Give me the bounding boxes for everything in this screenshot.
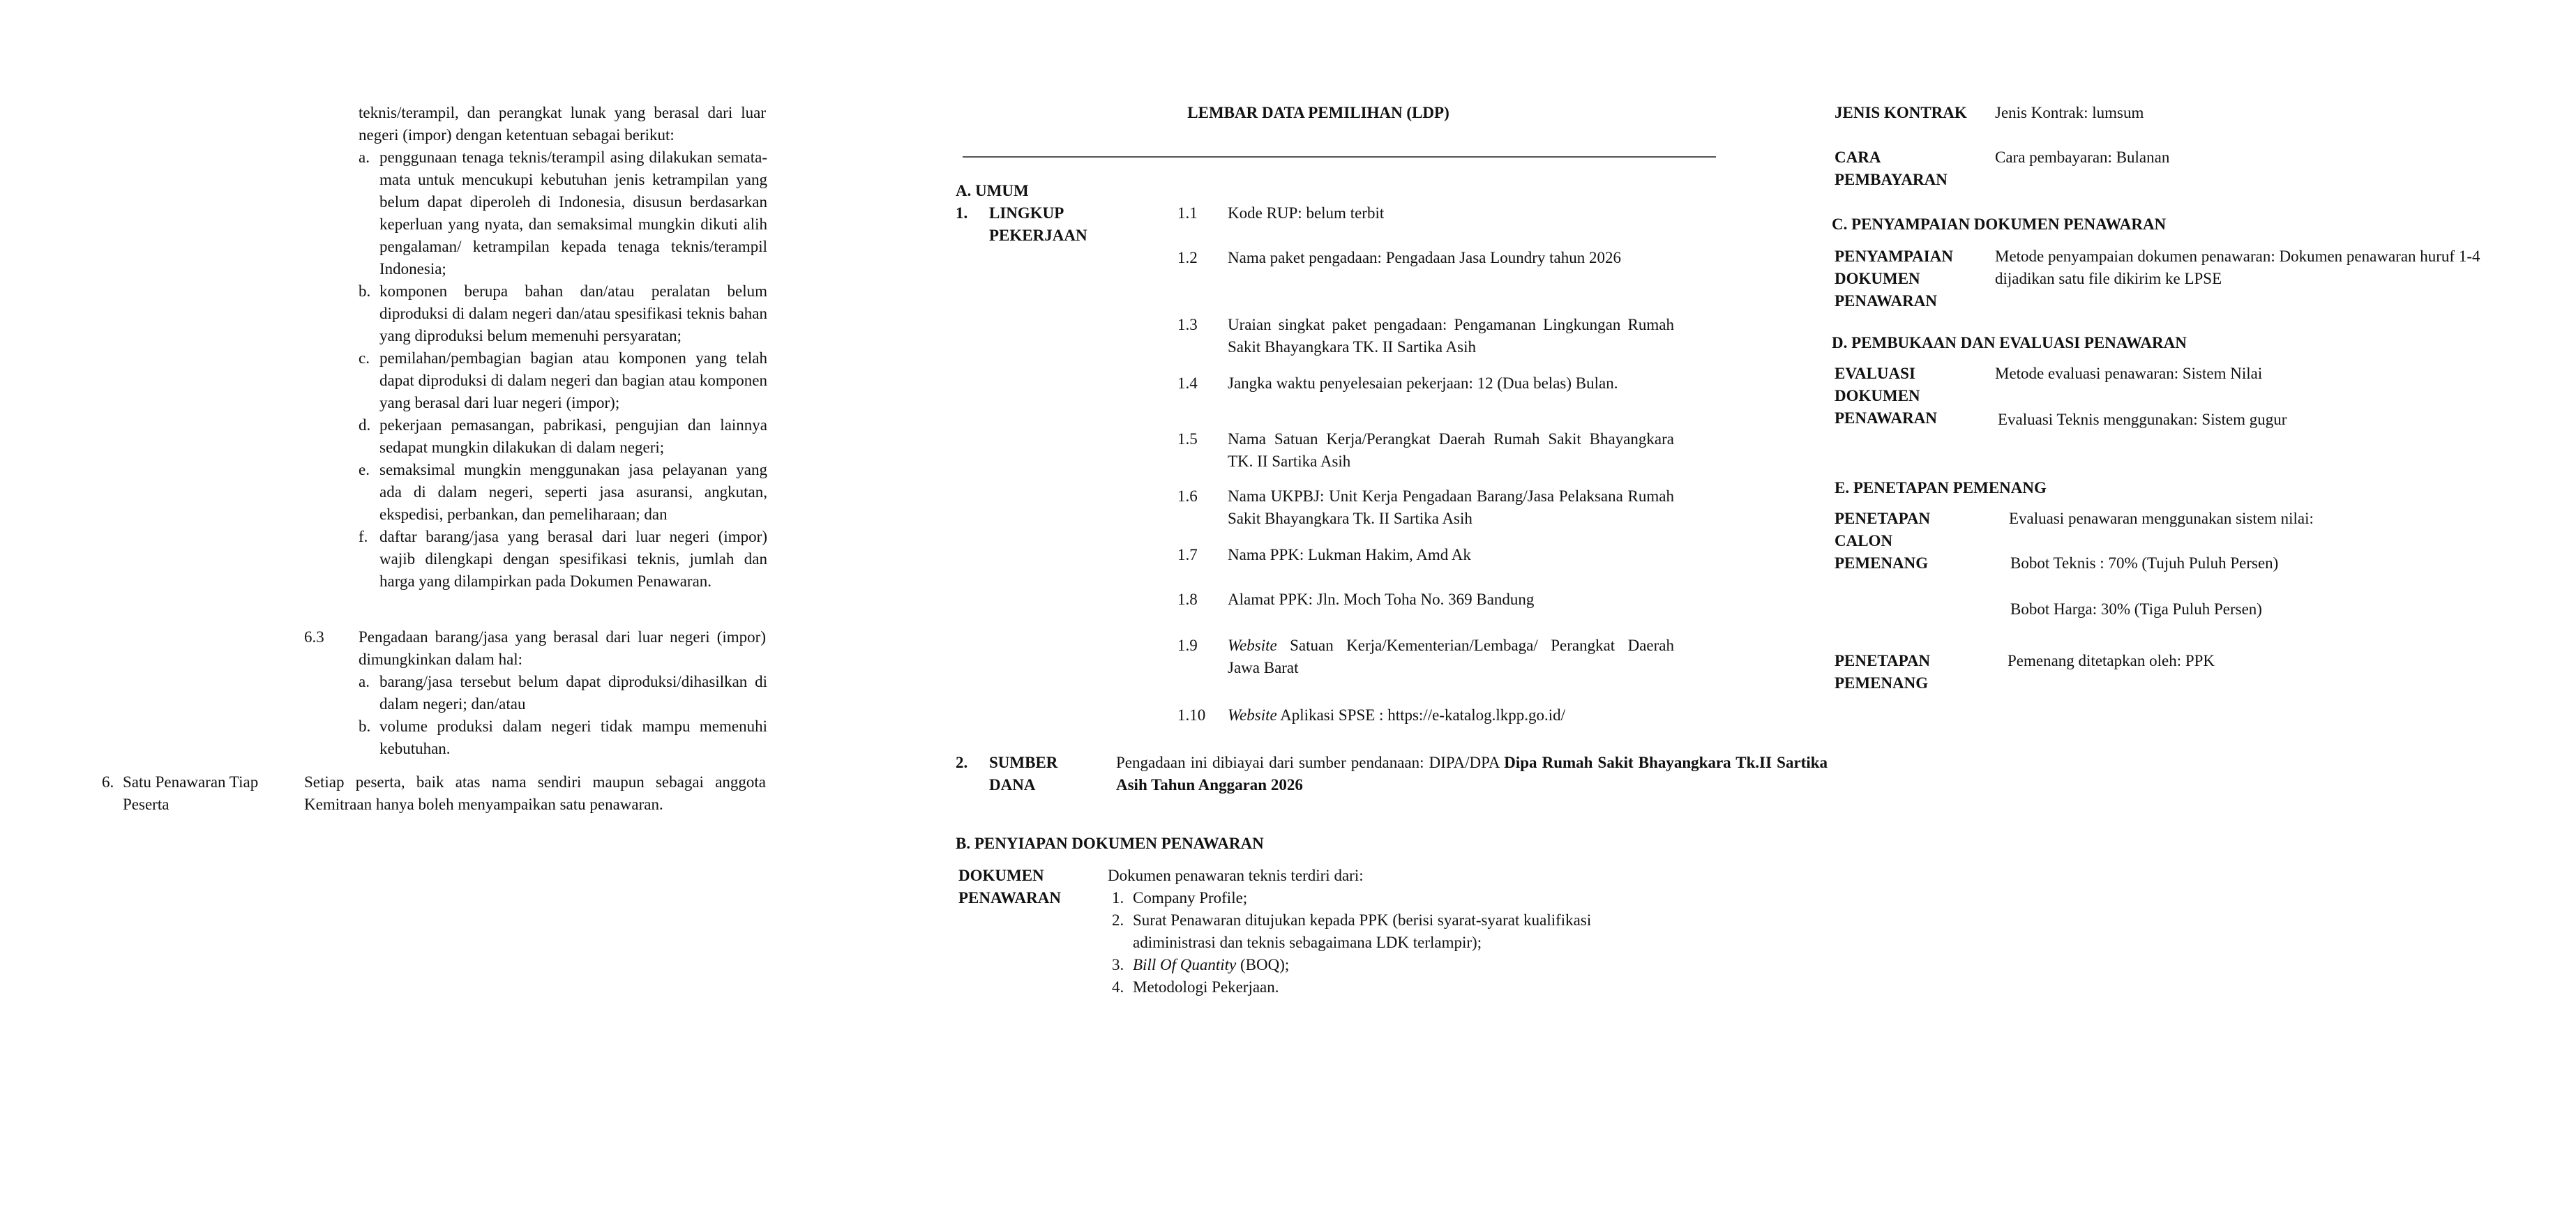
item-text [1228, 314, 1674, 358]
list-text-italic: Bill Of Quantity [1133, 956, 1237, 973]
row-label: CARA PEMBAYARAN [1835, 149, 1948, 188]
item-number: 1.4 [1177, 374, 1198, 392]
item-number: 1.6 [1177, 487, 1198, 505]
row-label: JENIS KONTRAK [1835, 104, 1967, 121]
impor-allowed-list [359, 671, 767, 760]
middle-page [865, 0, 1828, 1214]
title-divider [963, 156, 1716, 158]
section-label: Satu Penawaran Tiap Peserta [123, 773, 259, 813]
item-number: 1.10 [1177, 706, 1206, 724]
section-heading: B. PENYIAPAN DOKUMEN PENAWARAN [956, 835, 1264, 852]
dokumen-list [1112, 887, 1628, 999]
list-marker: b. [359, 282, 371, 300]
item-text [1228, 247, 1674, 269]
item-number: 1.8 [1177, 591, 1198, 608]
row-label: PENETAPAN CALON PEMENANG [1835, 510, 1931, 572]
item-text [1228, 485, 1674, 530]
list-item [359, 671, 767, 715]
item-text [1228, 589, 1674, 611]
list-text: penggunaan tenaga teknis/terampil asing dilakukan semata-mata untuk mencukupi kebutuhan jenis ketrampilan yang belum dapat diperoleh di Indonesia, disusun berdasarkan keperluan yang nyata, dan semaksimal mungkin dikuti alih pengalaman/ ketrampilan kepada tenaga teknis/terampil Indonesia; [379, 149, 767, 278]
sumber-dana-text: Pengadaan ini dibiayai dari sumber pendanaan: DIPA/DPA Dipa Rumah Sakit Bhayangkara Tk.II Sartika Asih Tahun Anggaran 2026 [1116, 754, 1828, 794]
row-text: Metode penyampaian dokumen penawaran: Dokumen penawaran huruf 1-4 dijadikan satu file dikirim ke LPSE [1995, 248, 2480, 287]
item-number: 1.2 [1177, 249, 1198, 266]
section-number: 6.3 [304, 628, 324, 646]
item-text [1228, 372, 1674, 395]
dokumen-intro: Dokumen penawaran teknis terdiri dari: [1108, 867, 1364, 884]
row-label: PENETAPAN PEMENANG [1835, 652, 1931, 692]
list-item [359, 414, 767, 459]
list-marker: a. [359, 149, 370, 166]
list-marker: 3. [1112, 956, 1124, 973]
list-text: barang/jasa tersebut belum dapat diproduksi/dihasilkan di dalam negeri; dan/atau [379, 673, 767, 713]
row-text: Pemenang ditetapkan oleh: PPK [2008, 652, 2215, 669]
list-text: Metodologi Pekerjaan. [1133, 978, 1279, 996]
row-label: PENYAMPAIAN DOKUMEN PENAWARAN [1835, 248, 1953, 310]
item-text-body: Aplikasi SPSE : https://e-katalog.lkpp.go.id/ [1276, 706, 1566, 724]
list-text: semaksimal mungkin menggunakan jasa pelayanan yang ada di dalam negeri, seperti jasa asuransi, angkutan, ekspedisi, perbankan, dan pemeliharaan; dan [379, 461, 767, 523]
item-text-body: Nama paket pengadaan: Pengadaan Jasa Loundry tahun 2026 [1228, 249, 1621, 266]
item-number: 1. [956, 204, 968, 222]
item-text [1228, 635, 1674, 679]
section-heading: A. UMUM [956, 182, 1029, 199]
list-marker: f. [359, 528, 368, 545]
item-number: 1.7 [1177, 546, 1198, 563]
row-text: Bobot Teknis : 70% (Tujuh Puluh Persen) [2010, 554, 2279, 572]
item-text-body: Nama Satuan Kerja/Perangkat Daerah Rumah Sakit Bhayangkara TK. II Sartika Asih [1228, 430, 1674, 470]
item-text-body: Satuan Kerja/Kementerian/Lembaga/ Perangkat Daerah Jawa Barat [1228, 637, 1674, 676]
item-text [1228, 202, 1674, 225]
item-label: LINGKUP PEKERJAAN [989, 204, 1087, 244]
item-text [1228, 544, 1674, 566]
list-item [1112, 909, 1628, 954]
impor-conditions-list [359, 146, 767, 593]
section-number: 6. [102, 773, 114, 791]
left-page [0, 0, 865, 1214]
item-text-italic: Website [1228, 637, 1277, 654]
page-title: LEMBAR DATA PEMILIHAN (LDP) [1187, 104, 1449, 121]
list-text: Surat Penawaran ditujukan kepada PPK (berisi syarat-syarat kualifikasi adiministrasi dan teknis sebagaimana LDK terlampir); [1133, 911, 1592, 951]
item-number: 1.3 [1177, 316, 1198, 333]
item-number: 1.1 [1177, 204, 1198, 222]
list-marker: b. [359, 718, 371, 735]
list-marker: d. [359, 416, 371, 434]
list-text: daftar barang/jasa yang berasal dari luar negeri (impor) wajib dilengkapi dengan spesifikasi teknis, jumlah dan harga yang dilampirkan pada Dokumen Penawaran. [379, 528, 767, 590]
item-text-body: Jangka waktu penyelesaian pekerjaan: 12 (Dua belas) Bulan. [1228, 374, 1618, 392]
section-text: Setiap peserta, baik atas nama sendiri maupun sebagai anggota Kemitraan hanya boleh menyampaikan satu penawaran. [304, 773, 766, 813]
list-item [1112, 976, 1628, 999]
list-item [359, 347, 767, 414]
intro-paragraph: teknis/terampil, dan perangkat lunak yang berasal dari luar negeri (impor) dengan ketentuan sebagai berikut: [359, 104, 766, 144]
item-text-body: Alamat PPK: Jln. Moch Toha No. 369 Bandung [1228, 591, 1535, 608]
right-page [1786, 0, 2576, 1214]
row-label: EVALUASI DOKUMEN PENAWARAN [1835, 365, 1937, 427]
list-item [359, 280, 767, 347]
item-text [1228, 428, 1674, 473]
section-heading: E. PENETAPAN PEMENANG [1835, 479, 2047, 496]
section-heading: C. PENYAMPAIAN DOKUMEN PENAWARAN [1832, 215, 2167, 233]
row-text: Metode evaluasi penawaran: Sistem Nilai [1995, 365, 2263, 382]
list-text: komponen berupa bahan dan/atau peralatan belum diproduksi di dalam negeri dan/atau spesifikasi teknis bahan yang diproduksi belum memenuhi persyaratan; [379, 282, 767, 344]
list-item [359, 459, 767, 526]
list-text: volume produksi dalam negeri tidak mampu memenuhi kebutuhan. [379, 718, 767, 757]
row-text: Evaluasi Teknis menggunakan: Sistem gugur [1998, 411, 2287, 428]
list-marker: e. [359, 461, 370, 478]
list-marker: 2. [1112, 911, 1124, 929]
list-text: pemilahan/pembagian bagian atau komponen yang telah dapat diproduksi di dalam negeri dan bagian atau komponen yang berasal dari luar negeri (impor); [379, 349, 767, 411]
item-text-body: Nama PPK: Lukman Hakim, Amd Ak [1228, 546, 1471, 563]
item-number: 1.9 [1177, 637, 1198, 654]
item-text-body: Uraian singkat paket pengadaan: Pengamanan Lingkungan Rumah Sakit Bhayangkara TK. II Sartika Asih [1228, 316, 1674, 356]
list-text: pekerjaan pemasangan, pabrikasi, pengujian dan lainnya sedapat mungkin dilakukan di dalam negeri; [379, 416, 767, 456]
list-item [359, 715, 767, 760]
list-text: Company Profile; [1133, 889, 1248, 906]
list-marker: c. [359, 349, 370, 367]
row-text: Cara pembayaran: Bulanan [1995, 149, 2170, 166]
item-text-body: Nama UKPBJ: Unit Kerja Pengadaan Barang/Jasa Pelaksana Rumah Sakit Bhayangkara Tk. II Sartika Asih [1228, 487, 1674, 527]
list-item [1112, 887, 1628, 909]
list-item [1112, 954, 1628, 976]
item-label: DOKUMEN PENAWARAN [958, 867, 1061, 906]
section-heading: D. PEMBUKAAN DAN EVALUASI PENAWARAN [1832, 334, 2187, 351]
item-label: SUMBER DANA [989, 754, 1058, 794]
row-text: Bobot Harga: 30% (Tiga Puluh Persen) [2010, 600, 2262, 618]
row-text: Jenis Kontrak: lumsum [1995, 104, 2144, 121]
list-marker: 4. [1112, 978, 1124, 996]
list-item [359, 526, 767, 593]
list-text: (BOQ); [1236, 956, 1290, 973]
list-item [359, 146, 767, 280]
item-number: 2. [956, 754, 968, 771]
row-text: Evaluasi penawaran menggunakan sistem nilai: [2009, 510, 2314, 527]
item-number: 1.5 [1177, 430, 1198, 448]
section-text: Pengadaan barang/jasa yang berasal dari luar negeri (impor) dimungkinkan dalam hal: [359, 628, 766, 668]
list-marker: a. [359, 673, 370, 690]
item-text [1228, 704, 1674, 727]
item-text-body: Kode RUP: belum terbit [1228, 204, 1385, 222]
list-marker: 1. [1112, 889, 1124, 906]
item-text-italic: Website [1228, 706, 1277, 724]
